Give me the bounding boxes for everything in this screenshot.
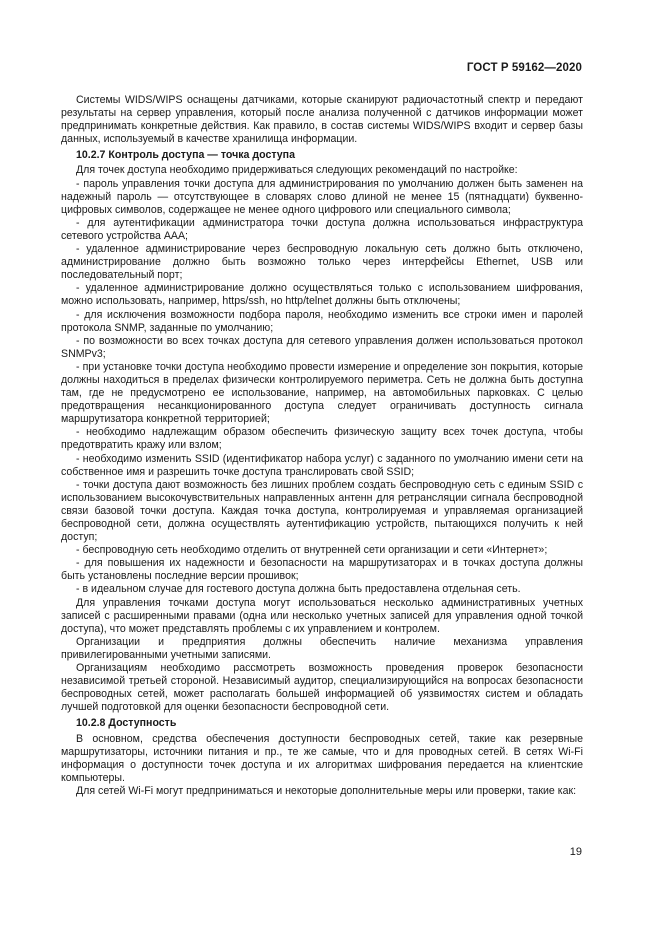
list-item: - по возможности во всех точках доступа для сетевого управления должен использоваться протокол SNMPv3; [61,334,583,360]
list-item: - для аутентификации администратора точки доступа должна использоваться инфраструктура сетевого устройства ААА; [61,216,583,242]
paragraph: Системы WIDS/WIPS оснащены датчиками, которые сканируют радиочастотный спектр и передают результаты на сервер управления, который после анализа полученной с датчиков информации может предпринимать конкретные действия. Как правило, в состав системы WIDS/WIPS входит и сервер базы данных, используемый в качестве хранилища информации. [61,94,583,146]
paragraph: Для точек доступа необходимо придерживаться следующих рекомендаций по настройке: [76,164,518,177]
section-heading: 10.2.8 Доступность [76,717,177,730]
list-item: - удаленное администрирование через беспроводную локальную сеть должно быть отключено, администрирование должно быть возможно только через интерфейсы Ethernet, USB или последовательный порт; [61,243,583,282]
list-item: - в идеальном случае для гостевого доступа должна быть предоставлена отдельная сеть. [76,583,521,596]
list-item: - необходимо надлежащим образом обеспечить физическую защиту всех точек доступа, чтобы предотвратить кражу или взлом; [61,426,583,452]
list-item: - необходимо изменить SSID (идентификатор набора услуг) с заданного по умолчанию имени сети на собственное имя и разрешить точке доступа транслировать свой SSID; [61,452,583,478]
list-item: - при установке точки доступа необходимо провести измерение и определение зон покрытия, которые должны находиться в пределах физически контролируемого периметра. Сеть не должна быть доступна там, где не предусмотрено ее использование, например, на автомобильных парковках. С целью предотвращения несанкционированного доступа следует ограничивать доступность сигнала маршрутизатора конкретной территорией; [61,360,583,426]
paragraph: Для управления точками доступа могут использоваться несколько административных учетных записей с расширенными правами (одна или несколько учетных записей для управления одной точкой доступа), что может представлять проблемы с их управлением и контролем. [61,596,583,635]
list-item: - удаленное администрирование должно осуществляться только с использованием шифрования, можно использовать, например, https/ssh, но http/telnet должны быть отключены; [61,282,583,308]
document-body [61,94,583,798]
paragraph: Организации и предприятия должны обеспечить наличие механизма управления привилегированными учетными записями. [61,635,583,661]
page-number: 19 [569,846,582,858]
list-item: - точки доступа дают возможность без лишних проблем создать беспроводную сеть с единым SSID с использованием высокочувствительных направленных антенн для ретрансляции сигнала беспроводной связи базовой точки доступа. Каждая точка доступа, контролируемая и управляемая организацией беспроводной сети, должна осуществлять аутентификацию устройств, пытающихся получить к ней доступ; [61,478,583,544]
standard-designation: ГОСТ Р 59162—2020 [466,62,582,74]
paragraph: Для сетей Wi-Fi могут предприниматься и некоторые дополнительные меры или проверки, такие как: [76,784,577,797]
section-heading: 10.2.7 Контроль доступа — точка доступа [76,149,295,162]
list-item: - беспроводную сеть необходимо отделить от внутренней сети организации и сети «Интернет»; [76,544,548,557]
list-item: - для исключения возможности подбора пароля, необходимо изменить все строки имен и паролей протокола SNMP, заданные по умолчанию; [61,308,583,334]
paragraph: В основном, средства обеспечения доступности беспроводных сетей, такие как резервные маршрутизаторы, источники питания и пр., те же самые, что и для проводных сетей. В сетях Wi-Fi информация о доступности точек доступа и их алгоритмах шифрования передается на клиентские компьютеры. [61,732,583,784]
list-item: - для повышения их надежности и безопасности на маршрутизаторах и в точках доступа должны быть установлены последние версии прошивок; [61,557,583,583]
list-item: - пароль управления точки доступа для администрирования по умолчанию должен быть заменен на надежный пароль — отсутствующее в словарях слово длиной не менее 15 (пятнадцати) буквенно-цифровых символов, содержащее не менее одного цифрового или специального символа; [61,177,583,216]
paragraph: Организациям необходимо рассмотреть возможность проведения проверок безопасности независимой третьей стороной. Независимый аудитор, специализирующийся на вопросах безопасности беспроводных сетей, может располагать большей информацией об уязвимостях систем и обладать лучшей подготовкой для оценки безопасности беспроводной сети. [61,662,583,714]
